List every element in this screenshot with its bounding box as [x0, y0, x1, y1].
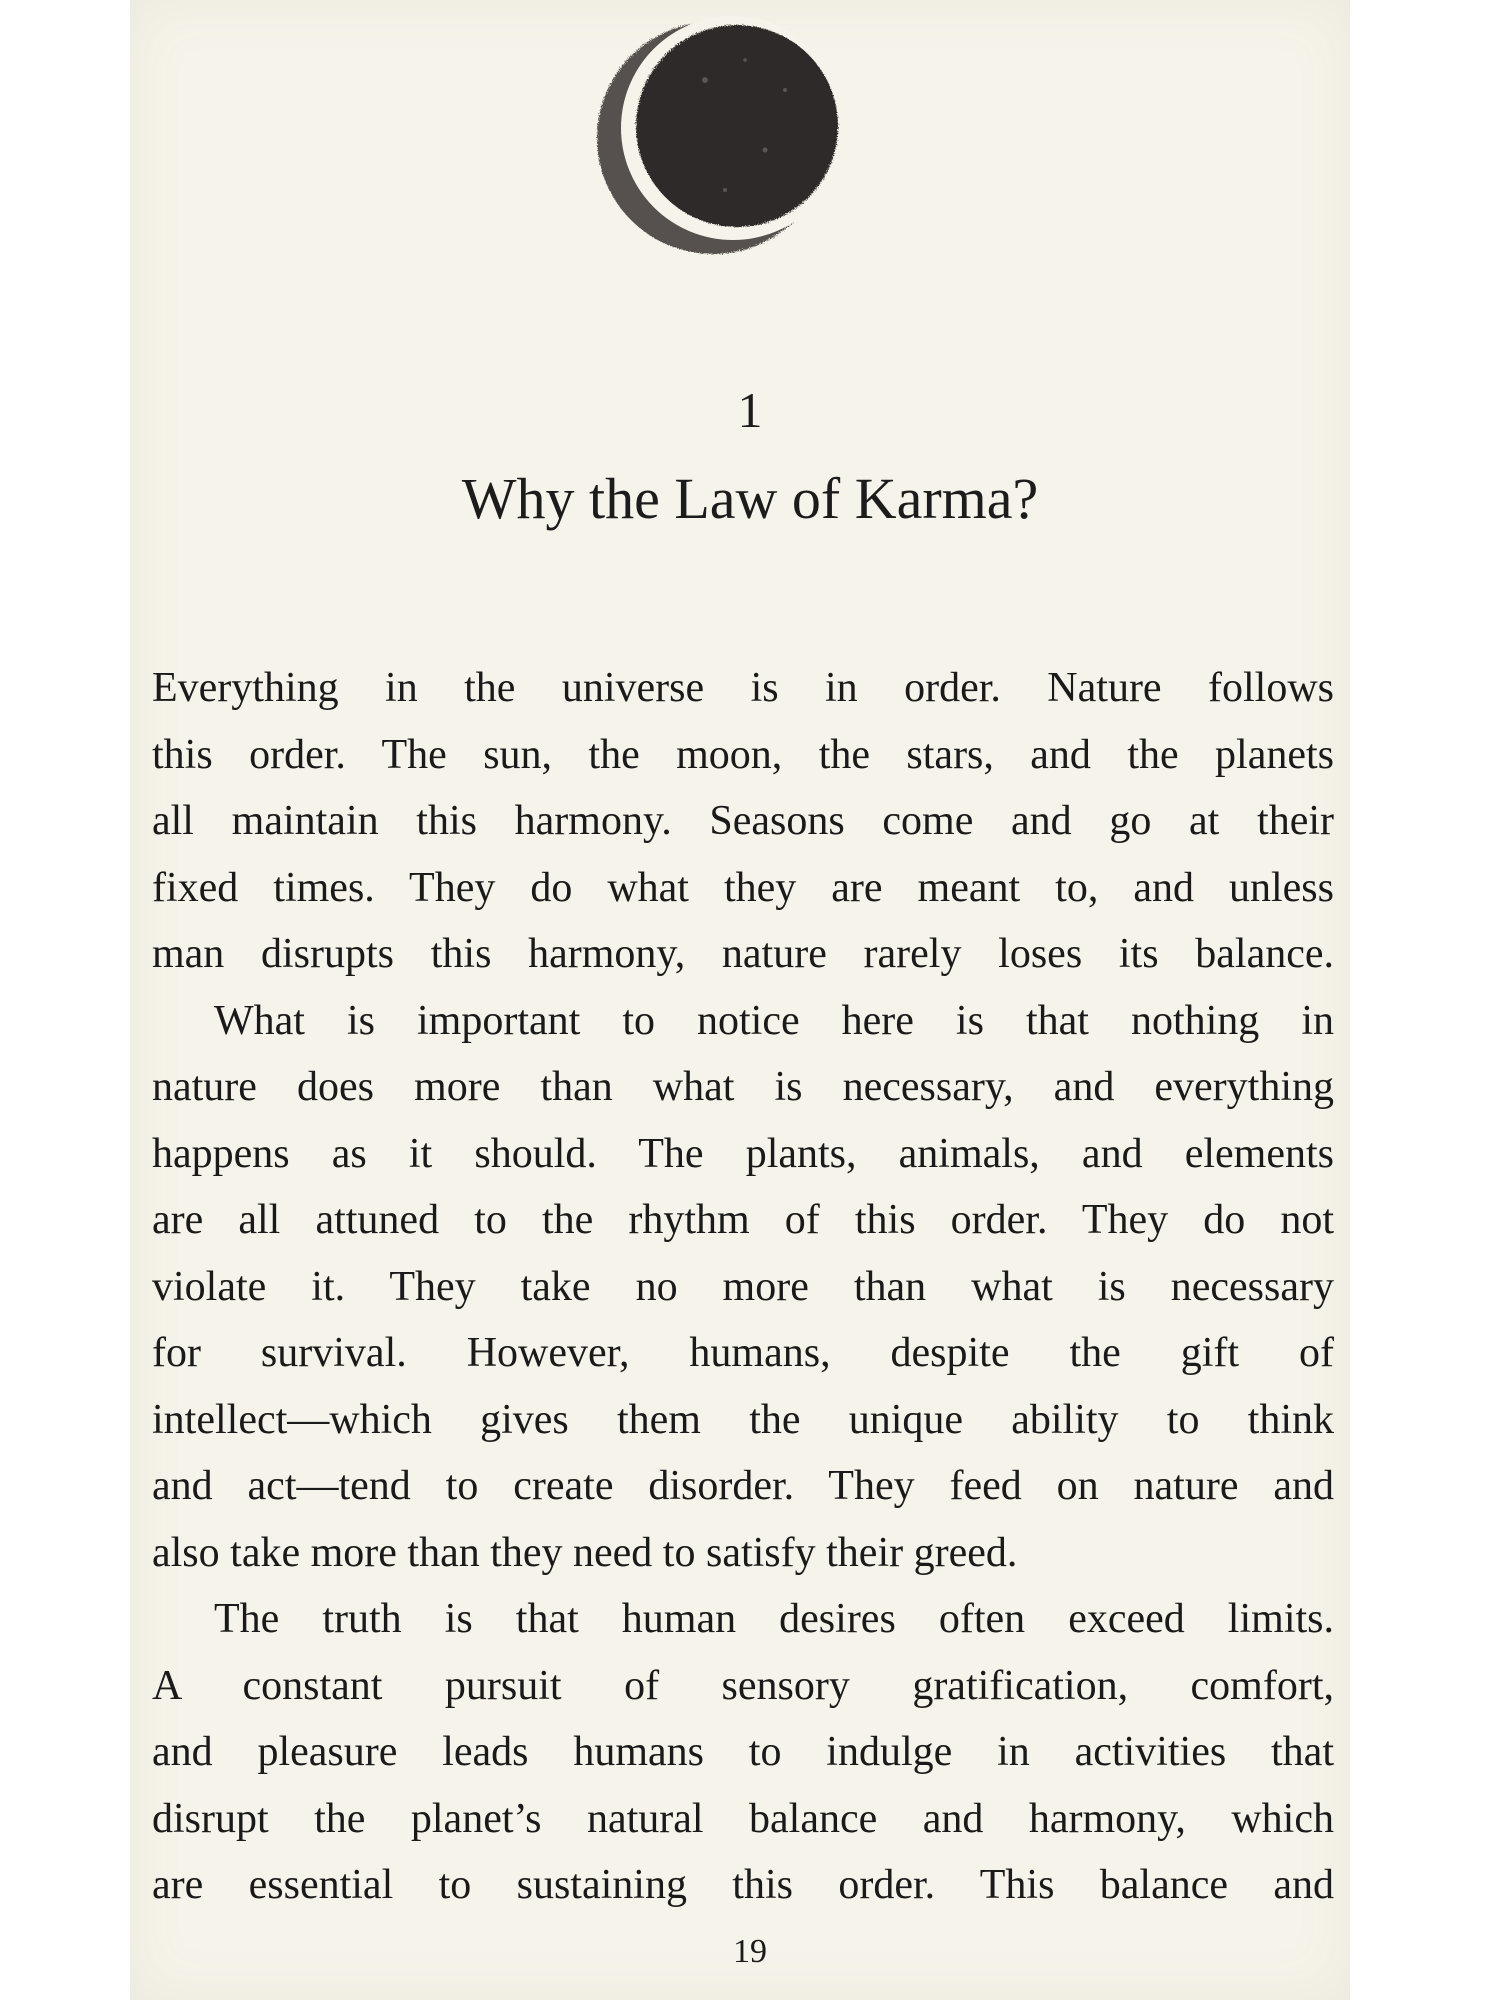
text-line: are all attuned to the rhythm of this order. They do not — [152, 1197, 1334, 1243]
chapter-title: Why the Law of Karma? — [461, 466, 1039, 531]
crescent-moon-illustration — [595, 0, 855, 300]
text-line: violate it. They take no more than what is necessary — [152, 1263, 1334, 1310]
text-line: The truth is that human desires often exceed limits. — [214, 1596, 1334, 1642]
text-line: disrupt the planet’s natural balance and harmony, which — [152, 1795, 1334, 1842]
text-line: are essential to sustaining this order. This balance and — [152, 1862, 1334, 1908]
text-line: man disrupts this harmony, nature rarely loses its balance. — [152, 931, 1334, 977]
text-line: this order. The sun, the moon, the stars, and the planets — [152, 731, 1334, 778]
text-line: happens as it should. The plants, animals, and elements — [152, 1130, 1334, 1177]
text-line: all maintain this harmony. Seasons come and go at their — [152, 798, 1334, 844]
paragraph-2 — [152, 988, 1334, 1587]
paragraph-1 — [152, 655, 1334, 988]
text-line: fixed times. They do what they are meant to, and unless — [152, 864, 1334, 911]
page-number: 19 — [733, 1933, 767, 1970]
text-line: and pleasure leads humans to indulge in activities that — [152, 1729, 1334, 1775]
paragraph-3 — [152, 1586, 1334, 1919]
text-line: and act—tend to create disorder. They feed on nature and — [152, 1463, 1334, 1509]
text-line: also take more than they need to satisfy their greed. — [152, 1529, 1018, 1576]
text-line: for survival. However, humans, despite the gift of — [152, 1330, 1334, 1376]
text-line: A constant pursuit of sensory gratification, comfort, — [152, 1662, 1334, 1709]
text-line: nature does more than what is necessary, and everything — [152, 1064, 1334, 1110]
text-line: intellect—which gives them the unique ability to think — [152, 1396, 1334, 1443]
text-line: What is important to notice here is that nothing in — [214, 997, 1334, 1044]
chapter-number: 1 — [737, 382, 763, 438]
text-line: Everything in the universe is in order. Nature follows — [152, 665, 1334, 711]
chapter-body — [152, 655, 1334, 1919]
